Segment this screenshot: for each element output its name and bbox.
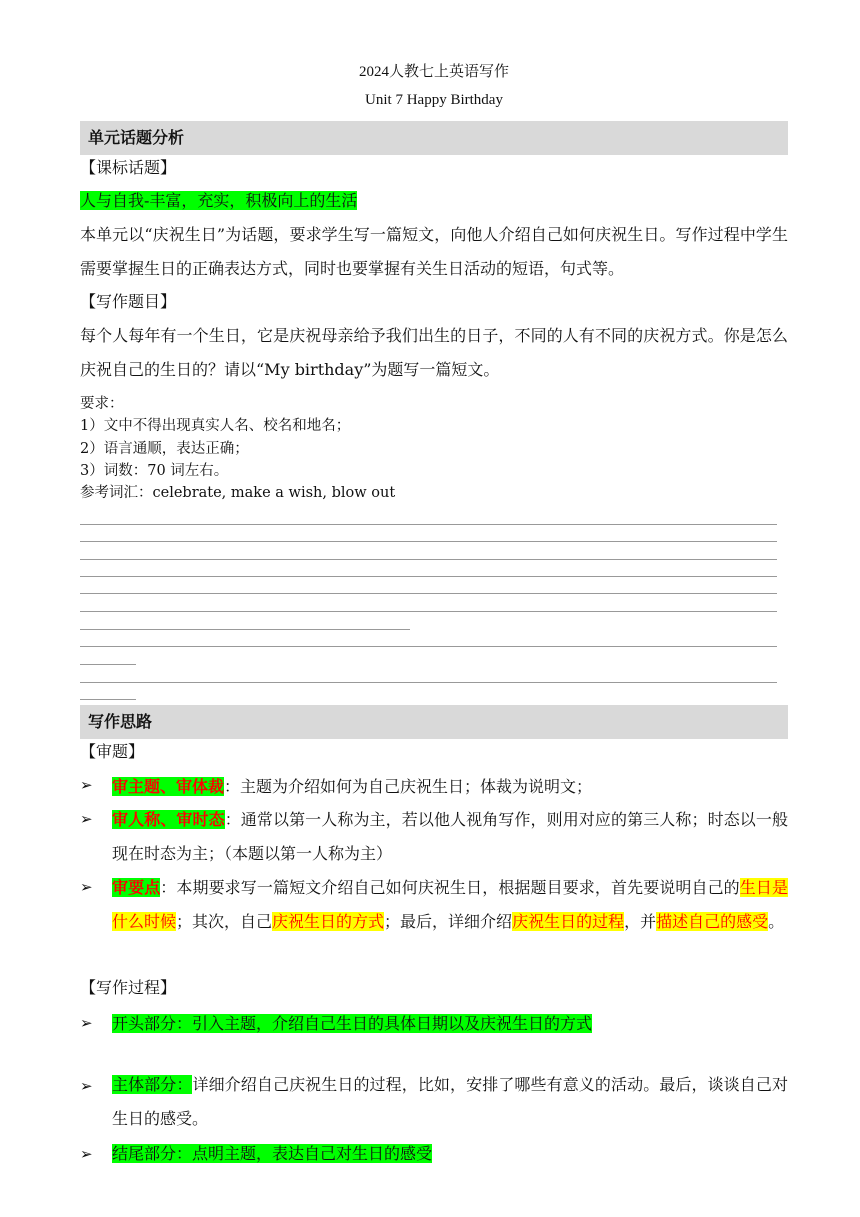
arrow-bullet-icon: ➢ [80, 776, 93, 794]
arrow-bullet-icon: ➢ [80, 810, 93, 828]
writing-line [80, 541, 777, 542]
writing-line [80, 524, 777, 525]
requirement-1: 1）文中不得出现真实人名、校名和地名； [80, 418, 351, 434]
review-key: 审要点 [112, 878, 161, 897]
process-body-text: 详细介绍自己庆祝生日的过程，比如，安排了哪些有意义的活动。最后，谈谈自己对生日的感受。 [112, 1075, 788, 1128]
process-label: 【写作过程】 [80, 978, 177, 997]
writing-line [80, 664, 136, 665]
process-body [112, 1068, 788, 1136]
writing-line [80, 646, 777, 647]
writing-line [80, 682, 777, 683]
arrow-bullet-icon: ➢ [80, 1014, 93, 1032]
arrow-bullet-icon: ➢ [80, 1145, 93, 1163]
review-key: 审人称、审时态 [112, 810, 225, 829]
review-desc: ：本期要求写一篇短文介绍自己如何庆祝生日，根据题目要求，首先要说明自己的 [160, 878, 740, 897]
process-body-key: 主体部分： [112, 1075, 193, 1094]
topic-label: 【课标话题】 [80, 158, 177, 177]
process-opening [112, 1007, 788, 1041]
document-subtitle: Unit 7 Happy Birthday [365, 92, 503, 108]
writing-line [80, 559, 777, 560]
review-item-key-points [112, 871, 788, 939]
review-label: 【审题】 [80, 742, 145, 761]
topic-text [80, 190, 357, 212]
writing-line [80, 611, 777, 612]
review-desc: ；最后，详细介绍 [384, 912, 513, 931]
section-heading-topic-analysis: 单元话题分析 [80, 121, 788, 155]
review-desc: ；其次，自己 [176, 912, 273, 931]
section-heading-writing-ideas: 写作思路 [80, 705, 788, 739]
review-desc: ：主题为介绍如何为自己庆祝生日；体裁为说明文； [224, 777, 593, 796]
task-label: 【写作题目】 [80, 292, 177, 311]
requirement-3: 3）词数：70 词左右。 [80, 463, 229, 479]
writing-line [80, 576, 777, 577]
review-desc: ：通常以第一人称为主，若以他人视角写作，则用对应的第三人称；时态以一般现在时态为主；（本题以第一人称为主） [112, 810, 788, 863]
writing-line [80, 593, 777, 594]
review-item-person-tense [112, 803, 788, 871]
document-title: 2024人教七上英语写作 [358, 64, 509, 80]
process-opening-text: 开头部分：引入主题，介绍自己生日的具体日期以及庆祝生日的方式 [112, 1014, 593, 1033]
review-item-theme [112, 770, 788, 804]
arrow-bullet-icon: ➢ [80, 878, 93, 896]
reference-vocabulary: 参考词汇：celebrate, make a wish, blow out [80, 485, 396, 501]
task-paragraph: 每个人每年有一个生日，它是庆祝母亲给予我们出生的日子，不同的人有不同的庆祝方式。你是怎么庆祝自己的生日的？请以“My birthday”为题写一篇短文。 [80, 326, 788, 379]
process-ending-text: 结尾部分：点明主题，表达自己对生日的感受 [112, 1144, 433, 1163]
arrow-bullet-icon: ➢ [80, 1077, 93, 1095]
requirements-label: 要求： [80, 396, 124, 412]
point-highlight: 生日是什么时候 [112, 878, 788, 931]
writing-line [80, 629, 410, 630]
topic-highlight: 人与自我-丰富，充实，积极向上的生活 [80, 191, 358, 210]
point-highlight: 庆祝生日的方式 [272, 912, 385, 931]
review-desc: ，并 [624, 912, 657, 931]
point-highlight: 庆祝生日的过程 [512, 912, 625, 931]
requirement-2: 2）语言通顺，表达正确； [80, 441, 249, 457]
point-highlight: 描述自己的感受 [656, 912, 769, 931]
intro-paragraph: 本单元以“庆祝生日”为话题，要求学生写一篇短文，向他人介绍自己如何庆祝生日。写作过程中学生需要掌握生日的正确表达方式，同时也要掌握有关生日活动的短语，句式等。 [80, 225, 788, 278]
writing-line [80, 699, 136, 700]
review-desc: 。 [768, 912, 785, 931]
process-ending [112, 1137, 788, 1171]
review-key: 审主题、审体裁 [112, 777, 225, 796]
